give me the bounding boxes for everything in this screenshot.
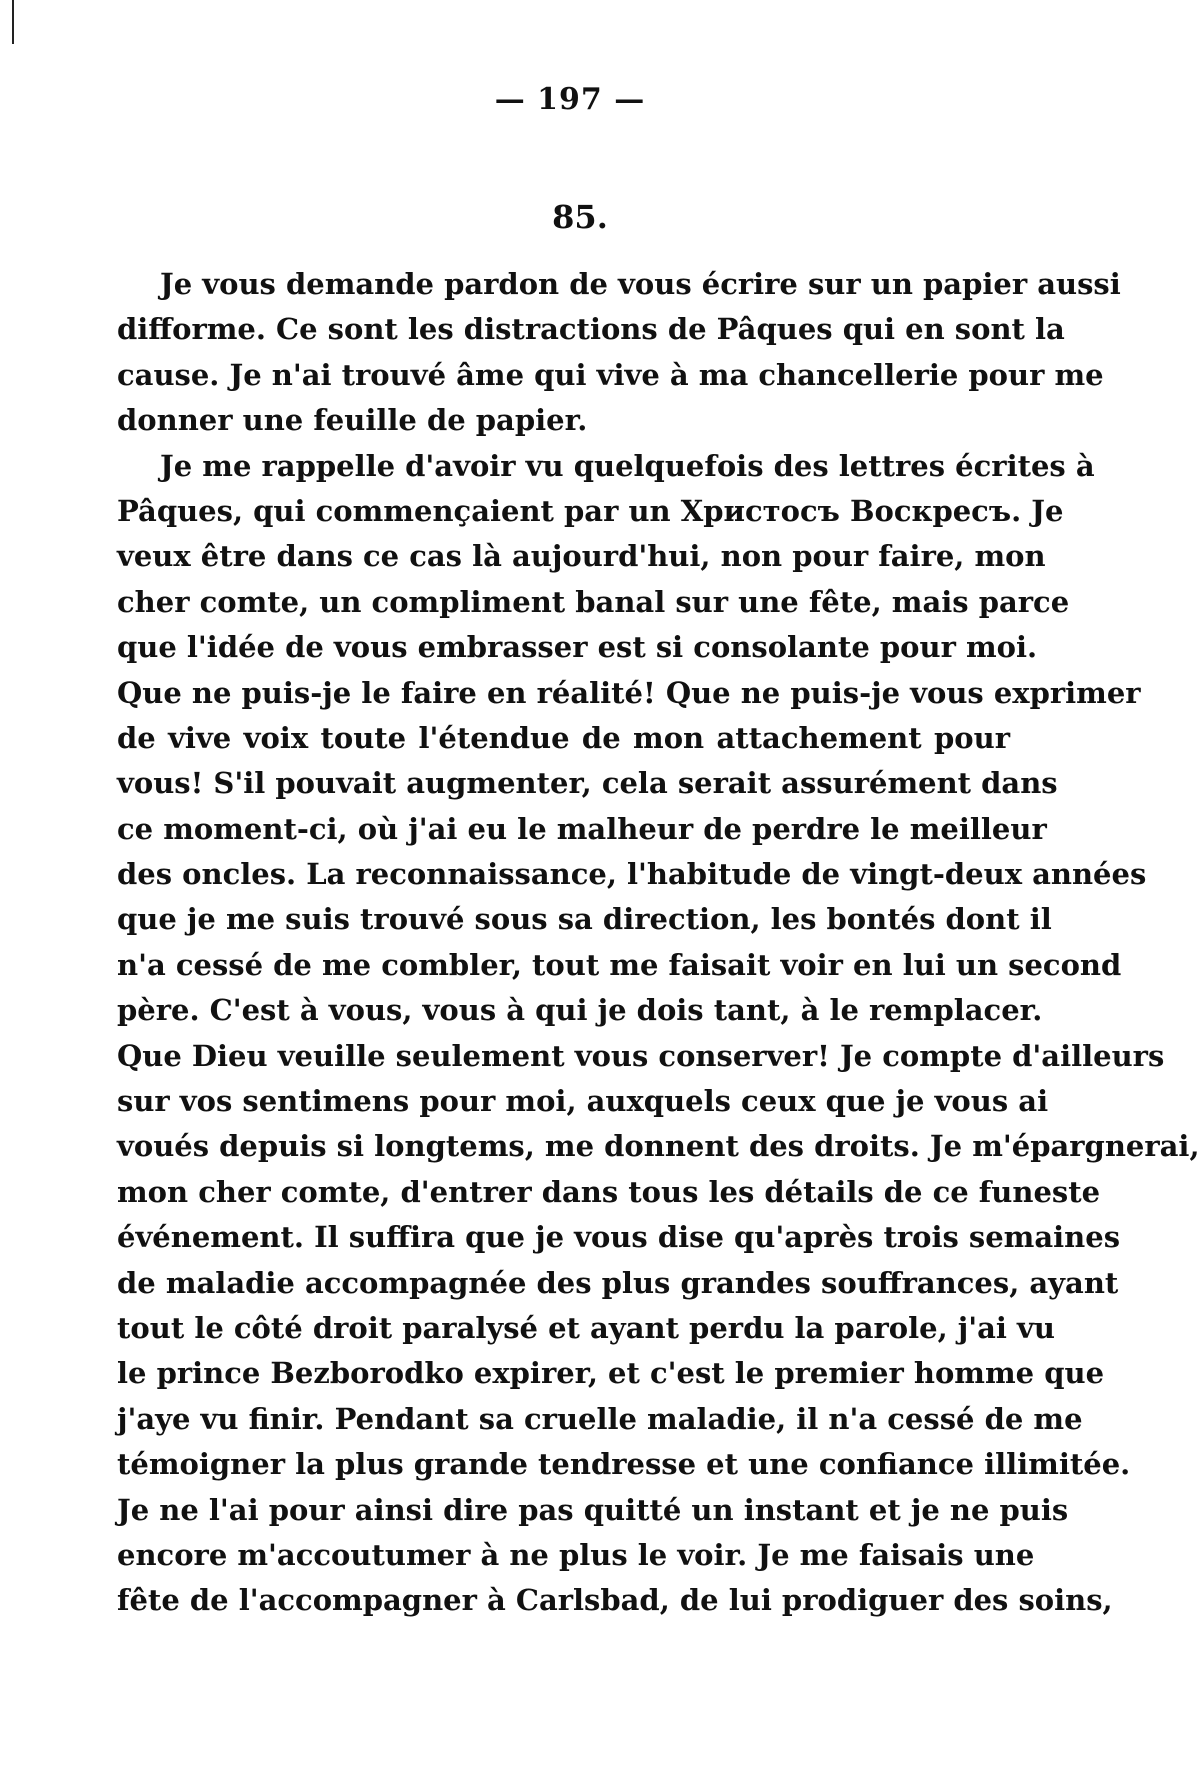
text-line: Que Dieu veuille seulement vous conserver! Je compte d'ailleurs <box>117 1038 1165 1073</box>
page-number: — 197 — <box>494 82 646 117</box>
text-line: Que ne puis-je le faire en réalité! Que ne puis-je vous exprimer <box>117 675 1141 710</box>
text-line: Je vous demande pardon de vous écrire sur un papier aussi <box>160 267 1121 301</box>
text-line: cause. Je n'ai trouvé âme qui vive à ma chancellerie pour me <box>117 357 1104 392</box>
text-line: le prince Bezborodko expirer, et c'est le premier homme que <box>117 1356 1105 1391</box>
letter-number: 85. <box>552 198 608 236</box>
text-line: voués depuis si longtems, me donnent des droits. Je m'épargnerai, <box>117 1129 1200 1164</box>
text-line: tout le côté droit paralysé et ayant perdu la parole, j'ai vu <box>117 1310 1055 1345</box>
text-line: j'aye vu finir. Pendant sa cruelle maladie, il n'a cessé de me <box>117 1401 1083 1436</box>
text-line: Pâques, qui commençaient par un Христосъ Воскресъ. Je <box>117 493 1064 528</box>
text-line: Je ne l'ai pour ainsi dire pas quitté un instant et je ne puis <box>117 1492 1069 1527</box>
text-line: veux être dans ce cas là aujourd'hui, non pour faire, mon <box>117 539 1046 574</box>
text-line: que l'idée de vous embrasser est si consolante pour moi. <box>117 630 1038 665</box>
text-line: événement. Il suffira que je vous dise qu'après trois semaines <box>117 1220 1121 1255</box>
text-line: n'a cessé de me combler, tout me faisait voir en lui un second <box>117 947 1122 982</box>
text-line: témoigner la plus grande tendresse et une confiance illimitée. <box>117 1447 1131 1482</box>
text-line: que je me suis trouvé sous sa direction, les bontés dont il <box>117 902 1052 937</box>
text-line: encore m'accoutumer à ne plus le voir. Je me faisais une <box>117 1537 1035 1572</box>
letter-body <box>117 262 1200 1624</box>
text-line: Je me rappelle d'avoir vu quelquefois des lettres écrites à <box>160 448 1095 483</box>
text-line: ce moment-ci, où j'ai eu le malheur de perdre le meilleur <box>117 811 1047 846</box>
text-line: des oncles. La reconnaissance, l'habitude de vingt-deux années <box>117 857 1147 892</box>
text-line: vous! S'il pouvait augmenter, cela serait assurément dans <box>117 766 1058 801</box>
text-line: difforme. Ce sont les distractions de Pâques qui en sont la <box>117 312 1065 347</box>
text-line: sur vos sentimens pour moi, auxquels ceux que je vous ai <box>117 1084 1049 1119</box>
text-line: de vive voix toute l'étendue de mon attachement pour <box>117 720 1010 755</box>
text-line: cher comte, un compliment banal sur une fête, mais parce <box>117 584 1070 619</box>
text-line: père. C'est à vous, vous à qui je dois tant, à le remplacer. <box>117 993 1043 1028</box>
text-line: mon cher comte, d'entrer dans tous les détails de ce funeste <box>117 1174 1101 1209</box>
text-line: fête de l'accompagner à Carlsbad, de lui prodiguer des soins, <box>117 1583 1113 1618</box>
text-line: donner une feuille de papier. <box>117 403 588 438</box>
text-line: de maladie accompagnée des plus grandes souffrances, ayant <box>117 1265 1119 1300</box>
page-edge-mark <box>12 0 14 44</box>
